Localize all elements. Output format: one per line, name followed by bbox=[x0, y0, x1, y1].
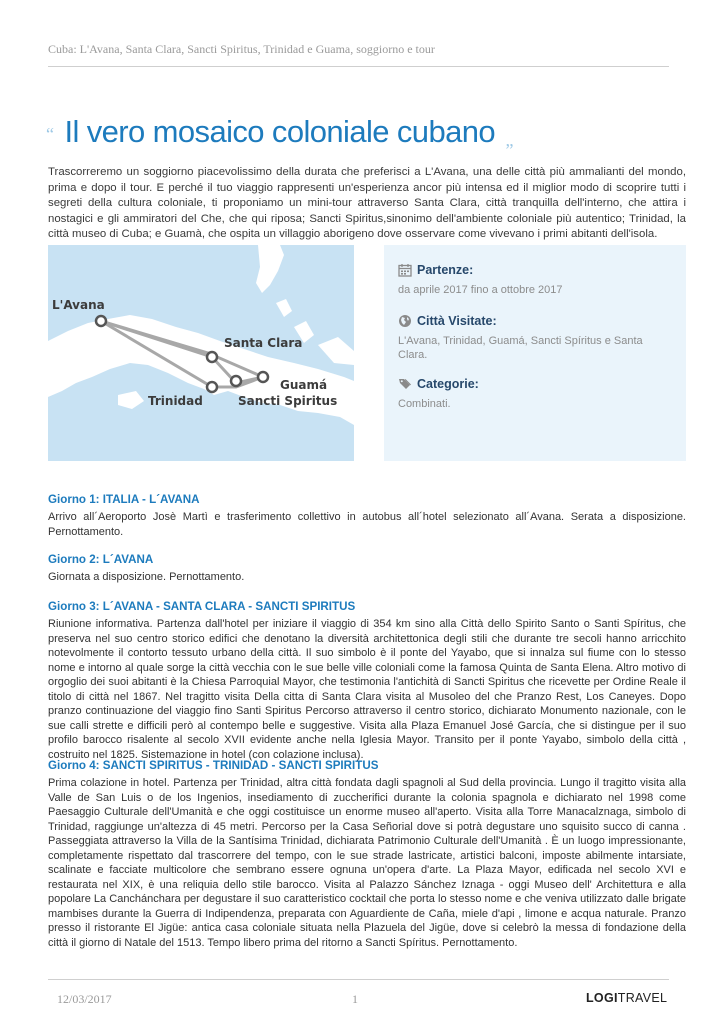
open-quote-icon: “ bbox=[46, 123, 54, 144]
map-label-lavana: L'Avana bbox=[52, 298, 105, 312]
categorie-block bbox=[398, 377, 670, 411]
itinerary-day-3 bbox=[48, 600, 686, 762]
footer-date: 12/03/2017 bbox=[57, 992, 112, 1006]
globe-icon bbox=[398, 314, 412, 328]
day-title: Giorno 3: L´AVANA - SANTA CLARA - SANCTI SPIRITUS bbox=[48, 600, 356, 613]
citta-label: Città Visitate: bbox=[417, 314, 497, 328]
page-title: Il vero mosaico coloniale cubano bbox=[64, 114, 496, 149]
calendar-icon bbox=[398, 263, 412, 277]
close-quote-icon: „ bbox=[505, 129, 514, 150]
partenze-block bbox=[398, 263, 670, 297]
logitravel-logo bbox=[586, 991, 667, 1005]
logo-bold-part: LOGI bbox=[586, 991, 618, 1005]
document-header: Cuba: L'Avana, Santa Clara, Sancti Spiritus, Trinidad e Guama, soggiorno e tour bbox=[48, 42, 435, 56]
route-map bbox=[48, 245, 354, 461]
footer-divider bbox=[48, 979, 669, 980]
marker-guama bbox=[258, 372, 268, 382]
partenze-label: Partenze: bbox=[417, 263, 474, 277]
map-label-guama: Guamá bbox=[280, 378, 328, 392]
marker-lavana bbox=[96, 316, 106, 326]
header-divider bbox=[48, 66, 669, 67]
categorie-value: Combinati. bbox=[398, 398, 451, 410]
day-description: Prima colazione in hotel. Partenza per Trinidad, altra città fondata dagli spagnoli al Sud della provincia. Lungo il tragitto visita alla Valle de San Luis o de los Ingenios, insediamento di zuccherifici durante la colonia spagnola e dichiarato nel 1998 come Paesaggio Culturale dell'Umanità e che oggi costituisce un enorme museo all'aperto. Visita alla Torre Manacalznaga, simbolo di Trinidad, raggiunge un'altezza di 45 metri. Percorso per la Casa Señorial dove si potrà degustare uno squisito succo di canna . Passeggiata attraverso la Villa de la Santísima Trinidad, dichiarata Patrimonio Culturale dell'Umanità . È un luogo impressionante, completamente rispettato dal trascorrere del tempo, con le sue strade lastricate, artistici balconi, imposte abilmente intarsiate, scalinate e facciate multicolore che sembrano essere ognuna un'opera d'arte. La Plaza Mayor, edificada nel secolo XVI e restaurata nel XIX, è una reliquia dello stile barocco. Visita al Palazzo Sánchez Iznaga - oggi Museo dell' Architettura e alla popolare La Canchánchara per degustare il suo caratteristico cocktail che porta lo stesso nome e che veniva utilizzato dalle brigate mambises durante la Guerra di Indipendenza, preparata con Aguardiente de Caña, miele d'api , limone e acqua naturale. Pranzo presso il ristorante El Jigüe: antica casa coloniale situata nella Plazuela del Jigüe, dove si celebrò la messa di fondazione della città il giorno di Natale del 1513. Tempo libero prima del ritorno a Sancti Spíritus. Pernottamento. bbox=[48, 777, 686, 949]
day-description: Giornata a disposizione. Pernottamento. bbox=[48, 571, 245, 583]
logo-light-part: TRAVEL bbox=[617, 991, 668, 1005]
day-title: Giorno 2: L´AVANA bbox=[48, 553, 154, 566]
marker-sancti-spiritus bbox=[231, 376, 241, 386]
marker-santa-clara bbox=[207, 352, 217, 362]
itinerary-day-2 bbox=[48, 553, 686, 585]
cuba-map-svg bbox=[48, 245, 354, 461]
day-description: Riunione informativa. Partenza dall'hotel per iniziare il viaggio di 354 km sino alla Città dello Spirito Santo o Santi Spíritus, che preserva nel suo centro storico edifici che denotano la diversità architettonica degli stili che durante tre secoli hanno arricchito notevolmente il contorto tessuto urbano della città. Il suo simbolo è il ponte del Yayabo, que si innalza sul fiume con lo stesso nome e intorno al quale sorge la città vecchia con le sue belle ville coloniali come la famosa Quinta de Santa Elena. Altro motivo di orgoglio dei suoi abitanti è la Chiesa Parroquial Mayor, che testimonia l'antichità di Sancti Spiritus che ricevette per Ordine Reale il titolo di città nel 1867. Nel tragitto visita Della citta di Santa Clara visita al Musoleo del che Pranzo Rest, Los Caneyes. Dopo pranzo continuazione del viaggio fino Santi Spiritus Percorso attraverso il centro storico, dichiarato Monumento nazionale, con le sue calli strette e difficili però al contempo belle e suggestive. Visita alla Plaza Emanuel José García, che si distingue per il suo profilo barocco risalente al secolo XVII evidente anche nella Iglesia Mayor. Transito per il ponte Yayabo, simbolo della città , costruito nel 1825. Sistemazione in hotel (con colazione inclusa). bbox=[48, 618, 686, 761]
intro-paragraph: Trascorreremo un soggiorno piacevolissimo della durata che preferisci a L'Avana, una delle città più ammalianti del mondo, prima e dopo il tour. E perché il tuo viaggio rappresenti un'esperienza ancor più intensa ed il miglior modo di scoprire tutti i segreti della cultura coloniale, ti proponiamo un mini-tour attraverso Santa Clara, città tranquilla dell'interno, che attira i nostagici e gli ammiratori del Che, che qui riposa; Sancti Spiritus,sinonimo dell'ambiente coloniale più autentico; Trinidad, la città museo di Cuba; e Guamà, che ospita un villaggio aborigeno dove osservare come vivevano i primi abitanti dell'isola. bbox=[48, 166, 686, 241]
page-title-row bbox=[46, 114, 686, 150]
itinerary-day-1 bbox=[48, 493, 686, 539]
day-description: Arrivo all´Aeroporto Josè Martì e trasferimento collettivo in autobus all´hotel selezionato all´Avana. Serata a disposizione. Pernottamento. bbox=[48, 511, 686, 538]
page-number: 1 bbox=[352, 992, 358, 1006]
categorie-label: Categorie: bbox=[417, 377, 479, 391]
map-label-trinidad: Trinidad bbox=[148, 394, 203, 408]
map-label-sancti-spiritus: Sancti Spiritus bbox=[238, 394, 338, 408]
citta-block bbox=[398, 314, 670, 362]
map-label-santa-clara: Santa Clara bbox=[224, 336, 303, 350]
tag-icon bbox=[398, 377, 412, 391]
day-title: Giorno 1: ITALIA - L´AVANA bbox=[48, 493, 200, 506]
day-title: Giorno 4: SANCTI SPIRITUS - TRINIDAD - SANCTI SPIRITUS bbox=[48, 759, 379, 772]
trip-info-panel bbox=[384, 245, 686, 461]
itinerary-day-4 bbox=[48, 759, 686, 950]
partenze-value: da aprile 2017 fino a ottobre 2017 bbox=[398, 284, 563, 296]
citta-value: L'Avana, Trinidad, Guamá, Sancti Spíritus e Santa Clara. bbox=[398, 335, 643, 361]
marker-trinidad bbox=[207, 382, 217, 392]
